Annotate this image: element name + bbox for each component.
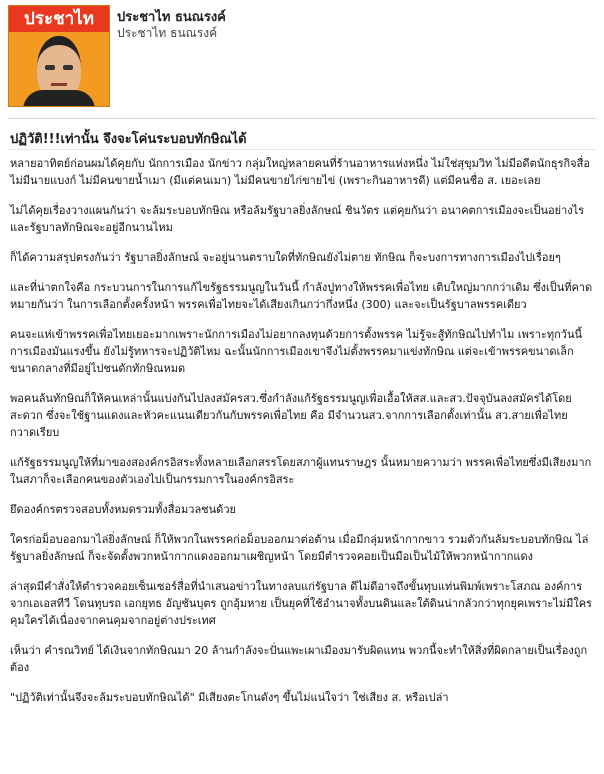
profile-avatar[interactable] [8, 5, 110, 107]
post-paragraph: ใครก่อม็อบออกมาไล่ยิ่งลักษณ์ ก็ให้พวกในพรรคก่อม็อบออกมาต่อต้าน เมื่อมีกลุ่มหน้ากากขาว รวมตัวกันล้มระบอบทักษิณ ไล่รัฐบาลยิ่งลักษณ์ ก็จะจัดตั้งพวกหน้ากากแดงออกมาเผชิญหน้า โดยมีตำรวจคอยเป็นมือเป็นไม้ให้พวกหน้ากากแดง [10, 533, 589, 563]
profile-header [0, 0, 604, 118]
avatar-brand-logo: ประชาไท [9, 6, 109, 32]
post-paragraph: พอคนล้นทักษิณก็ให้คนเหล่านั้นแบ่งกันไปลงสมัครสว.ซึ่งกำลังแก้รัฐธรรมนูญเพื่อเอื้อให้สส.และสว.ปัจจุบันลงสมัครได้โดยสะดวก ซึ่งจะใช้ฐานแดงและหัวคะแนนเดียวกันกับพรรคเพื่อไทย คือ มีจำนวนสว.จากการเลือกตั้งเท่านั้น สว.สายเพื่อไทย กวาดเรียบ [10, 392, 572, 439]
post-body [10, 155, 594, 719]
post-paragraph: คนจะแห่เข้าพรรคเพื่อไทยเยอะมากเพราะนักการเมืองไม่อยากลงทุนด้วยการตั้งพรรค ไม่รู้จะสู้ทักษิณไปทำไม เพราะทุกวันนี้การเมืองมันแรงขึ้น ยังไม่รู้ทหารจะปฏิวัติไหม ฉะนั้นนักการเมืองเขาจึงไม่ตั้งพรรคมาแข่งทักษิณ แต่จะเข้าพรรคขนาดเล็กขนาดกลางที่มีอยู่ไปชนดักทักษิณหมด [10, 328, 583, 375]
post-paragraph: แก้รัฐธรรมนูญให้ที่มาของสองค์กรอิสระทั้งหลายเลือกสรรโดยสภาผู้แทนราษฎร นั้นหมายความว่า พรรคเพื่อไทยซึ่งมีเสียงมากในสภาก็จะเลือกคนของตัวเองไปเป็นกรรมการในองค์กรอิสระ [10, 456, 592, 486]
post-paragraph: และที่น่าตกใจคือ กระบวนการในการแก้ไขรัฐธรรมนูญในวันนี้ กำลังปูทางให้พรรคเพื่อไทย เติบใหญ่มากกว่าเดิม ซึ่งเป็นที่คาดหมายกันว่า ในการเลือกตั้งครั้งหน้า พรรคเพื่อไทยจะได้เสียงเกินกว่ากึ่งหนึ่ง (300) และจะเป็นรัฐบาลพรรคเดียว [10, 281, 593, 311]
avatar-eye-left [45, 65, 55, 70]
profile-subname: ประชาไท ธนณรงค์ [117, 26, 218, 40]
post-paragraph: ไม่ได้คุยเรื่องวางแผนกันว่า จะล้มระบอบทักษิณ หรือล้มรัฐบาลยิ่งลักษณ์ ชินวัตร แต่คุยกันว่า อนาคตการเมืองจะเป็นอย่างไรและรัฐบาลทักษิณจะอยู่อีกนานไหม [10, 204, 585, 234]
avatar-mouth [51, 83, 67, 86]
avatar-shirt [23, 90, 95, 107]
post-paragraph: ล่าสุดมีคำสั่งให้ตำรวจคอยเซ็นเซอร์สื่อที่นำเสนอข่าวในทางลบแก่รัฐบาล ดีไม่ดีอาจถึงขั้นทุบแท่นพิมพ์เพราะโสภณ องค์การ จากเอเอสทีวี โดนทุบรถ เอกยุทธ อัญชันบุตร ถูกอุ้มหาย เป็นยุคที่ใช้อำนาจทั้งบนดินและใต้ดินน่ากลัวกว่าทุกยุคเพราะไม่มีใครคุมใครได้เนื่องจากคนคุมจากอยู่ต่างประเทศ [10, 580, 592, 627]
post-title: ปฏิวัติ!!!เท่านั้น จึงจะโค่นระบอบทักษิณได้ [10, 132, 247, 147]
post-paragraph: "ปฏิวัติเท่านั้นจึงจะล้มระบอบทักษิณได้" มีเสียงตะโกนดังๆ ขึ้นไม่แน่ใจว่า ใช่เสียง ส. หรือเปล่า [10, 691, 449, 704]
post-paragraph: หลายอาทิตย์ก่อนผมได้คุยกับ นักการเมือง นักข่าว กลุ่มใหญ่หลายคนที่ร้านอาหารแห่งหนึ่ง ไม่ใช่สุขุมวิท ไม่มีอดีตนักธุรกิจสื่อ ไม่มีนายแบงก์ ไม่มีคนขายน้ำเมา (มีแต่คนเมา) ไม่มีคนขายไก่ขายไข่ (เพราะกินอาหารดี) แต่มีคนชื่อ ส. เยอะเลย [10, 157, 590, 187]
post-paragraph: ยึดองค์กรตรวจสอบทั้งหมดรวมทั้งสื่อมวลชนด้วย [10, 503, 236, 516]
post-paragraph: ก็ได้ความสรุปตรงกันว่า รัฐบาลยิ่งลักษณ์ จะอยู่นานตราบใดที่ทักษิณยังไม่ตาย ทักษิณ ก็จะบงการทางการเมืองไปเรื่อยๆ [10, 251, 561, 264]
avatar-eye-right [63, 65, 73, 70]
post-title-bar [8, 118, 596, 150]
post-paragraph: เห็นว่า คำรณวิทย์ ได้เงินจากทักษิณมา 20 ล้านกำลังจะปั่นแพะเผาเมืองมารับผิดแทน พวกนี้จะทำให้สิ่งที่ผิดกลายเป็นเรื่องถูกต้อง [10, 644, 588, 674]
profile-name-link[interactable]: ประชาไท ธนณรงค์ [117, 10, 226, 25]
